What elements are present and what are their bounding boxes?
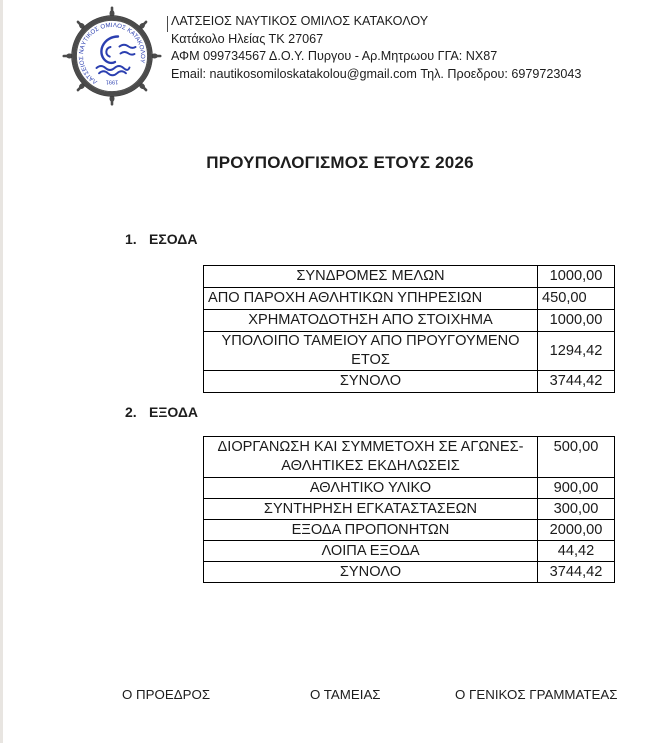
ships-wheel-icon [59,6,165,106]
org-tax-info: ΑΦΜ 099734567 Δ.Ο.Υ. Πυργου - Αρ.Μητρωου ΓΓΑ: NX87 [171,49,498,64]
income-label: ΧΡΗΜΑΤΟΔΟΤΗΣΗ ΑΠΟ ΣΤΟΙΧΗΜΑ [204,310,538,332]
expenses-table [203,436,615,583]
table-row [204,288,615,310]
expense-total-value: 3744,42 [538,562,615,583]
expense-label: ΣΥΝΤΗΡΗΣΗ ΕΓΚΑΤΑΣΤΑΣΕΩΝ [204,499,538,520]
expense-value: 2000,00 [538,520,615,541]
club-logo [59,6,165,106]
table-row [204,520,615,541]
table-row [204,332,615,371]
section-label: ΕΣΟΔΑ [149,231,198,247]
table-row [204,499,615,520]
org-contact-info: Email: nautikosomiloskatakolou@gmail.com Τηλ. Προεδρου: 6979723043 [171,66,582,81]
expense-label: ΔΙΟΡΓΑΝΩΣΗ ΚΑΙ ΣΥΜΜΕΤΟΧΗ ΣΕ ΑΓΩΝΕΣ- ΑΘΛΗΤΙΚΕΣ ΕΚΔΗΛΩΣΕΙΣ [204,437,538,478]
table-row [204,371,615,393]
income-total-label: ΣΥΝΟΛΟ [204,371,538,393]
org-address: Κατάκολο Ηλείας ΤΚ 27067 [171,31,324,46]
expense-value: 900,00 [538,478,615,499]
signature-general-secretary: Ο ΓΕΝΙΚΟΣ ΓΡΑΜΜΑΤΕΑΣ [455,687,618,702]
logo-ring-text: ΛΑΤΣΕΙΟΣ ΝΑΥΤΙΚΟΣ ΟΜΙΛΟΣ ΚΑΤΑΚΟΛΟΥ [77,21,147,86]
expense-label: ΕΞΟΔΑ ΠΡΟΠΟΝΗΤΩΝ [204,520,538,541]
income-label: ΑΠΟ ΠΑΡΟΧΗ ΑΘΛΗΤΙΚΩΝ ΥΠΗΡΕΣΙΩΝ [204,288,538,310]
table-row [204,266,615,288]
expense-total-label: ΣΥΝΟΛΟ [204,562,538,583]
signature-president: Ο ΠΡΟΕΔΡΟΣ [122,687,211,702]
signature-treasurer: Ο ΤΑΜΕΙΑΣ [310,687,381,702]
table-row [204,478,615,499]
section-number: 1. [125,231,137,247]
section-number: 2. [125,404,137,420]
income-value: 1000,00 [538,266,615,288]
income-value: 450,00 [538,288,615,310]
table-row [204,310,615,332]
expense-value: 500,00 [538,437,615,478]
income-table [203,265,615,393]
income-value: 1294,42 [538,332,615,371]
expense-label: ΛΟΙΠΑ ΕΞΟΔΑ [204,541,538,562]
section-heading-expenses [125,404,198,420]
letterhead [171,13,581,83]
section-heading-income [125,231,197,247]
text-cursor-caret [167,16,168,32]
table-row [204,437,615,478]
table-row [204,562,615,583]
page-title: ΠΡΟΥΠΟΛΟΓΙΣΜΟΣ ΕΤΟΥΣ 2026 [206,153,474,172]
income-value: 1000,00 [538,310,615,332]
expense-value: 300,00 [538,499,615,520]
income-label: ΣΥΝΔΡΟΜΕΣ ΜΕΛΩΝ [204,266,538,288]
income-label: ΥΠΟΛΟΙΠΟ ΤΑΜΕΙΟΥ ΑΠΟ ΠΡΟΥΓΟΥΜΕΝΟ ΕΤΟΣ [204,332,538,371]
logo-year: 1991 [105,78,119,85]
org-name: ΛΑΤΣΕΙΟΣ ΝΑΥΤΙΚΟΣ ΟΜΙΛΟΣ ΚΑΤΑΚΟΛΟΥ [171,14,429,28]
page-edge-strip [0,0,3,743]
expense-label: ΑΘΛΗΤΙΚΟ ΥΛΙΚΟ [204,478,538,499]
table-row [204,541,615,562]
income-total-value: 3744,42 [538,371,615,393]
expense-value: 44,42 [538,541,615,562]
section-label: ΕΞΟΔΑ [149,404,199,420]
